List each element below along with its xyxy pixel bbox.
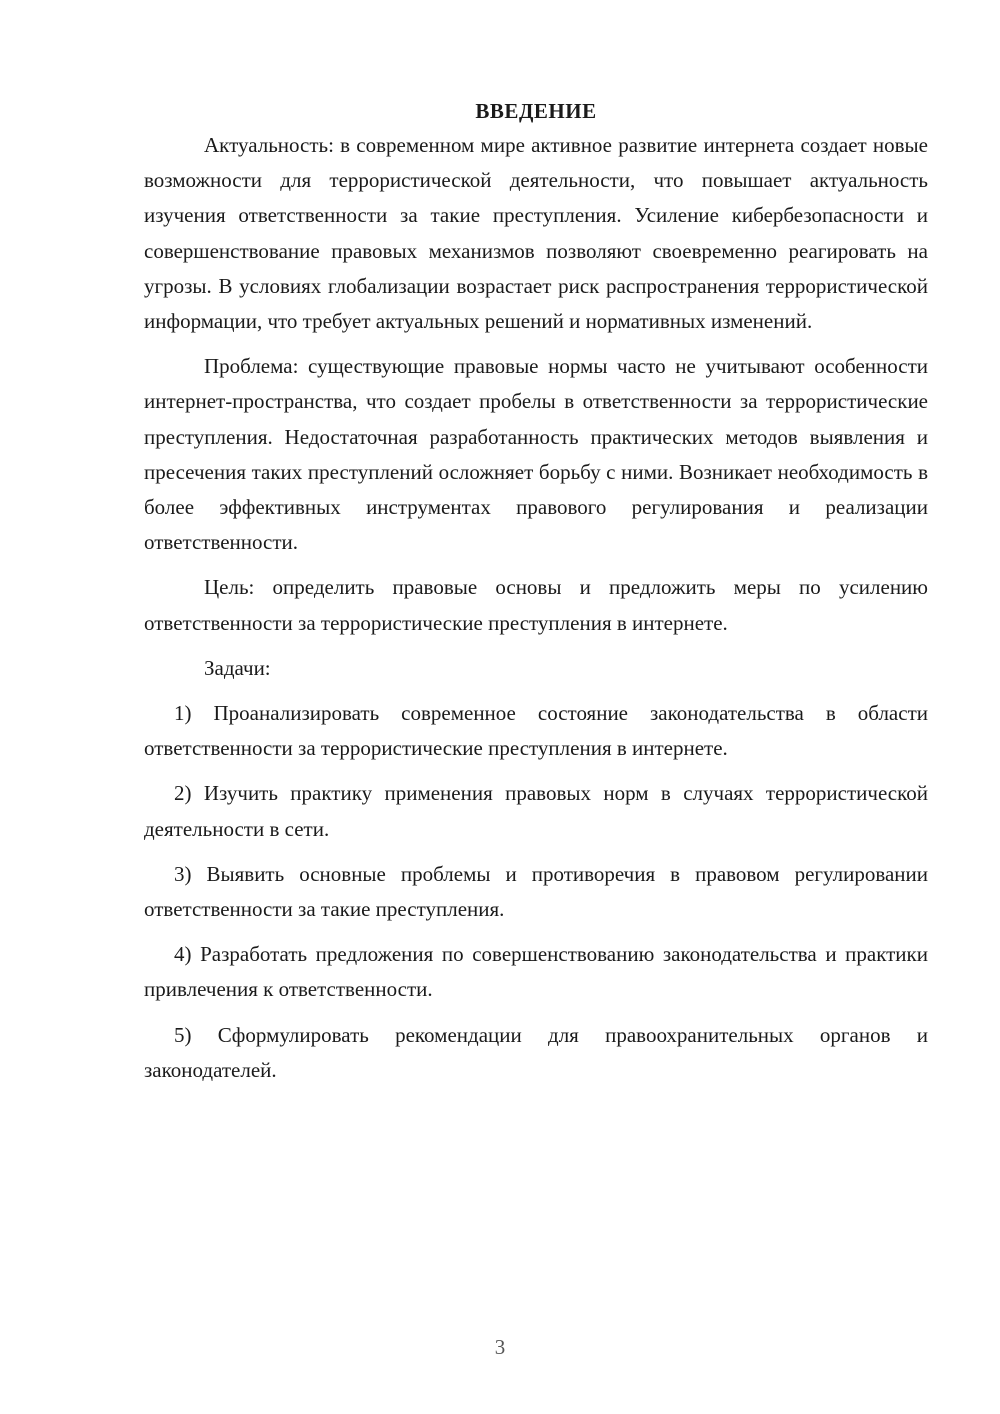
paragraph-goal: Цель: определить правовые основы и предложить меры по усилению ответственности за террористические преступления в интернете. xyxy=(144,575,928,635)
task-item-2: 2) Изучить практику применения правовых норм в случаях террористической деятельности в сети. xyxy=(144,781,928,841)
document-page xyxy=(144,96,928,1098)
paragraph-relevance: Актуальность: в современном мире активное развитие интернета создает новые возможности для террористической деятельности, что повышает актуальность изучения ответственности за такие преступления. Усиление кибербезопасности и совершенствование правовых механизмов позволяют своевременно реагировать на угрозы. В условиях глобализации возрастает риск распространения террористической информации, что требует актуальных решений и нормативных изменений. xyxy=(144,133,928,334)
task-item-5: 5) Сформулировать рекомендации для правоохранительных органов и законодателей. xyxy=(144,1022,928,1082)
task-item-3: 3) Выявить основные проблемы и противоречия в правовом регулировании ответственности за такие преступления. xyxy=(144,861,928,922)
task-item-1: 1) Проанализировать современное состояние законодательства в области ответственности за террористические преступления в интернете. xyxy=(144,701,928,761)
tasks-heading: Задачи: xyxy=(204,655,271,680)
page-number: 3 xyxy=(494,1335,506,1359)
section-title: ВВЕДЕНИЕ xyxy=(475,99,597,123)
paragraph-problem: Проблема: существующие правовые нормы часто не учитывают особенности интернет-пространства, что создает пробелы в ответственности за террористические преступления. Недостаточная разработанность практических методов выявления и пресечения таких преступлений осложняет борьбу с ними. Возникает необходимость в более эффективных инструментах правового регулирования и реализации ответственности. xyxy=(144,354,928,555)
task-item-4: 4) Разработать предложения по совершенствованию законодательства и практики привлечения к ответственности. xyxy=(144,942,928,1002)
